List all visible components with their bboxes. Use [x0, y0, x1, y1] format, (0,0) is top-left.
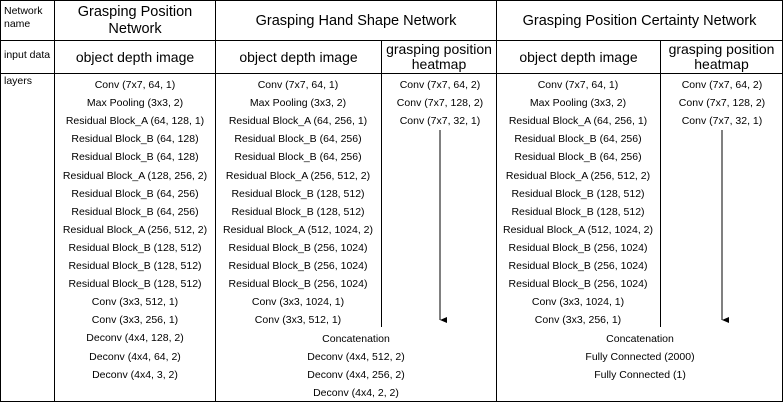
layer-item: Conv (7x7, 128, 2)	[396, 97, 484, 110]
layer-item: Residual Block_B (128, 512)	[511, 205, 645, 218]
layer-item: Residual Block_A (256, 512, 2)	[225, 169, 371, 182]
heatmap-label-line2: heatmap	[694, 56, 749, 73]
layer-item: Residual Block_B (64, 256)	[71, 187, 199, 200]
row-label-layers: layers	[4, 75, 33, 87]
layer-item: Fully Connected (2000)	[585, 351, 695, 364]
layer-item: Residual Block_B (64, 256)	[514, 151, 642, 164]
network-title-grasping-hand-shape: Grasping Hand Shape Network	[255, 13, 457, 29]
input-label-depth-image-2: object depth image	[239, 49, 358, 65]
layer-item: Max Pooling (3x3, 2)	[529, 97, 627, 110]
layer-item: Residual Block_B (128, 512)	[68, 278, 202, 291]
input-label-depth-image-1: object depth image	[75, 49, 195, 65]
layer-item: Residual Block_B (256, 1024)	[228, 241, 368, 254]
layer-item: Deconv (4x4, 512, 2)	[307, 351, 405, 364]
layer-item: Residual Block_B (64, 128)	[71, 133, 199, 146]
layer-item: Residual Block_A (64, 256, 1)	[228, 115, 368, 128]
layer-item: Conv (7x7, 32, 1)	[399, 115, 481, 128]
layer-item: Residual Block_A (256, 512, 2)	[505, 169, 651, 182]
layer-item: Residual Block_B (128, 512)	[231, 205, 365, 218]
layer-item: Residual Block_B (64, 256)	[234, 133, 362, 146]
layer-item: Deconv (4x4, 64, 2)	[89, 350, 181, 363]
layer-item: Residual Block_B (64, 128)	[71, 151, 199, 164]
layer-item: Residual Block_B (256, 1024)	[508, 260, 648, 272]
layer-item: Residual Block_B (128, 512)	[68, 260, 202, 272]
subcol-divider-shape	[381, 40, 382, 327]
input-label-heatmap-3	[661, 42, 782, 73]
layer-item: Residual Block_B (256, 1024)	[508, 241, 648, 254]
layer-item: Residual Block_B (64, 256)	[71, 205, 199, 218]
subcol-divider-certainty	[660, 40, 661, 327]
input-label-heatmap-2	[382, 42, 496, 73]
network-title-line2: Network	[108, 20, 162, 37]
layer-item: Deconv (4x4, 128, 2)	[86, 332, 184, 345]
layer-item: Residual Block_B (256, 1024)	[228, 278, 368, 291]
layer-item: Residual Block_B (128, 512)	[68, 241, 202, 254]
table-border-left	[0, 0, 1, 402]
layer-item: Residual Block_A (512, 1024, 2)	[222, 223, 374, 236]
network-title-grasping-position	[55, 4, 215, 37]
layer-item: Residual Block_B (256, 1024)	[228, 260, 368, 272]
layer-item: Conv (7x7, 128, 2)	[678, 97, 766, 110]
layer-item: Residual Block_B (128, 512)	[511, 187, 645, 200]
row-label-network-name-line2: name	[4, 18, 31, 31]
layer-item: Conv (7x7, 64, 1)	[257, 79, 339, 91]
layer-item: Residual Block_A (64, 128, 1)	[65, 115, 205, 128]
layer-item: Conv (7x7, 64, 1)	[94, 79, 176, 91]
layer-item: Residual Block_A (64, 256, 1)	[508, 115, 648, 128]
layer-item: Concatenation	[606, 333, 674, 345]
layer-item: Residual Block_B (64, 256)	[234, 151, 362, 164]
layer-item: Conv (7x7, 64, 1)	[537, 79, 619, 91]
layer-item: Max Pooling (3x3, 2)	[86, 97, 184, 110]
layer-item: Conv (3x3, 1024, 1)	[251, 296, 345, 309]
layer-item: Conv (3x3, 1024, 1)	[531, 296, 625, 309]
layer-item: Residual Block_B (256, 1024)	[508, 278, 648, 291]
layer-item: Deconv (4x4, 3, 2)	[92, 368, 178, 381]
heatmap-label-line1: grasping position	[668, 41, 775, 57]
layer-item: Deconv (4x4, 2, 2)	[313, 387, 399, 400]
row-divider-input	[0, 73, 783, 74]
layer-item: Conv (7x7, 64, 2)	[399, 79, 481, 91]
row-label-network-name-line1: Network	[4, 5, 43, 17]
layer-item: Conv (7x7, 64, 2)	[681, 79, 763, 91]
layer-item: Conv (3x3, 256, 1)	[91, 314, 179, 327]
heatmap-label-line2: heatmap	[411, 56, 467, 73]
network-title-grasping-position-certainty: Grasping Position Certainty Network	[522, 13, 757, 29]
row-label-network-name	[4, 5, 43, 31]
input-label-depth-image-3: object depth image	[519, 49, 638, 65]
layer-item: Residual Block_B (128, 512)	[231, 187, 365, 200]
layer-item: Conv (7x7, 32, 1)	[681, 115, 763, 128]
row-label-input-data: input data	[4, 49, 51, 61]
layer-item: Residual Block_A (256, 512, 2)	[62, 223, 208, 236]
layer-item: Conv (3x3, 512, 1)	[254, 314, 342, 327]
layer-item: Max Pooling (3x3, 2)	[249, 97, 347, 110]
layer-item: Residual Block_A (512, 1024, 2)	[502, 223, 654, 236]
heatmap-label-line1: grasping position	[386, 41, 492, 57]
layer-item: Concatenation	[322, 333, 390, 345]
layer-item: Conv (3x3, 512, 1)	[91, 296, 179, 309]
layer-item: Deconv (4x4, 256, 2)	[307, 369, 405, 382]
table-border-top	[0, 0, 783, 1]
network-title-line1: Grasping Position	[77, 4, 193, 20]
layer-item: Fully Connected (1)	[594, 369, 686, 382]
layer-item: Residual Block_B (64, 256)	[514, 133, 642, 146]
layer-item: Residual Block_A (128, 256, 2)	[62, 169, 208, 182]
layer-item: Conv (3x3, 256, 1)	[534, 314, 622, 327]
